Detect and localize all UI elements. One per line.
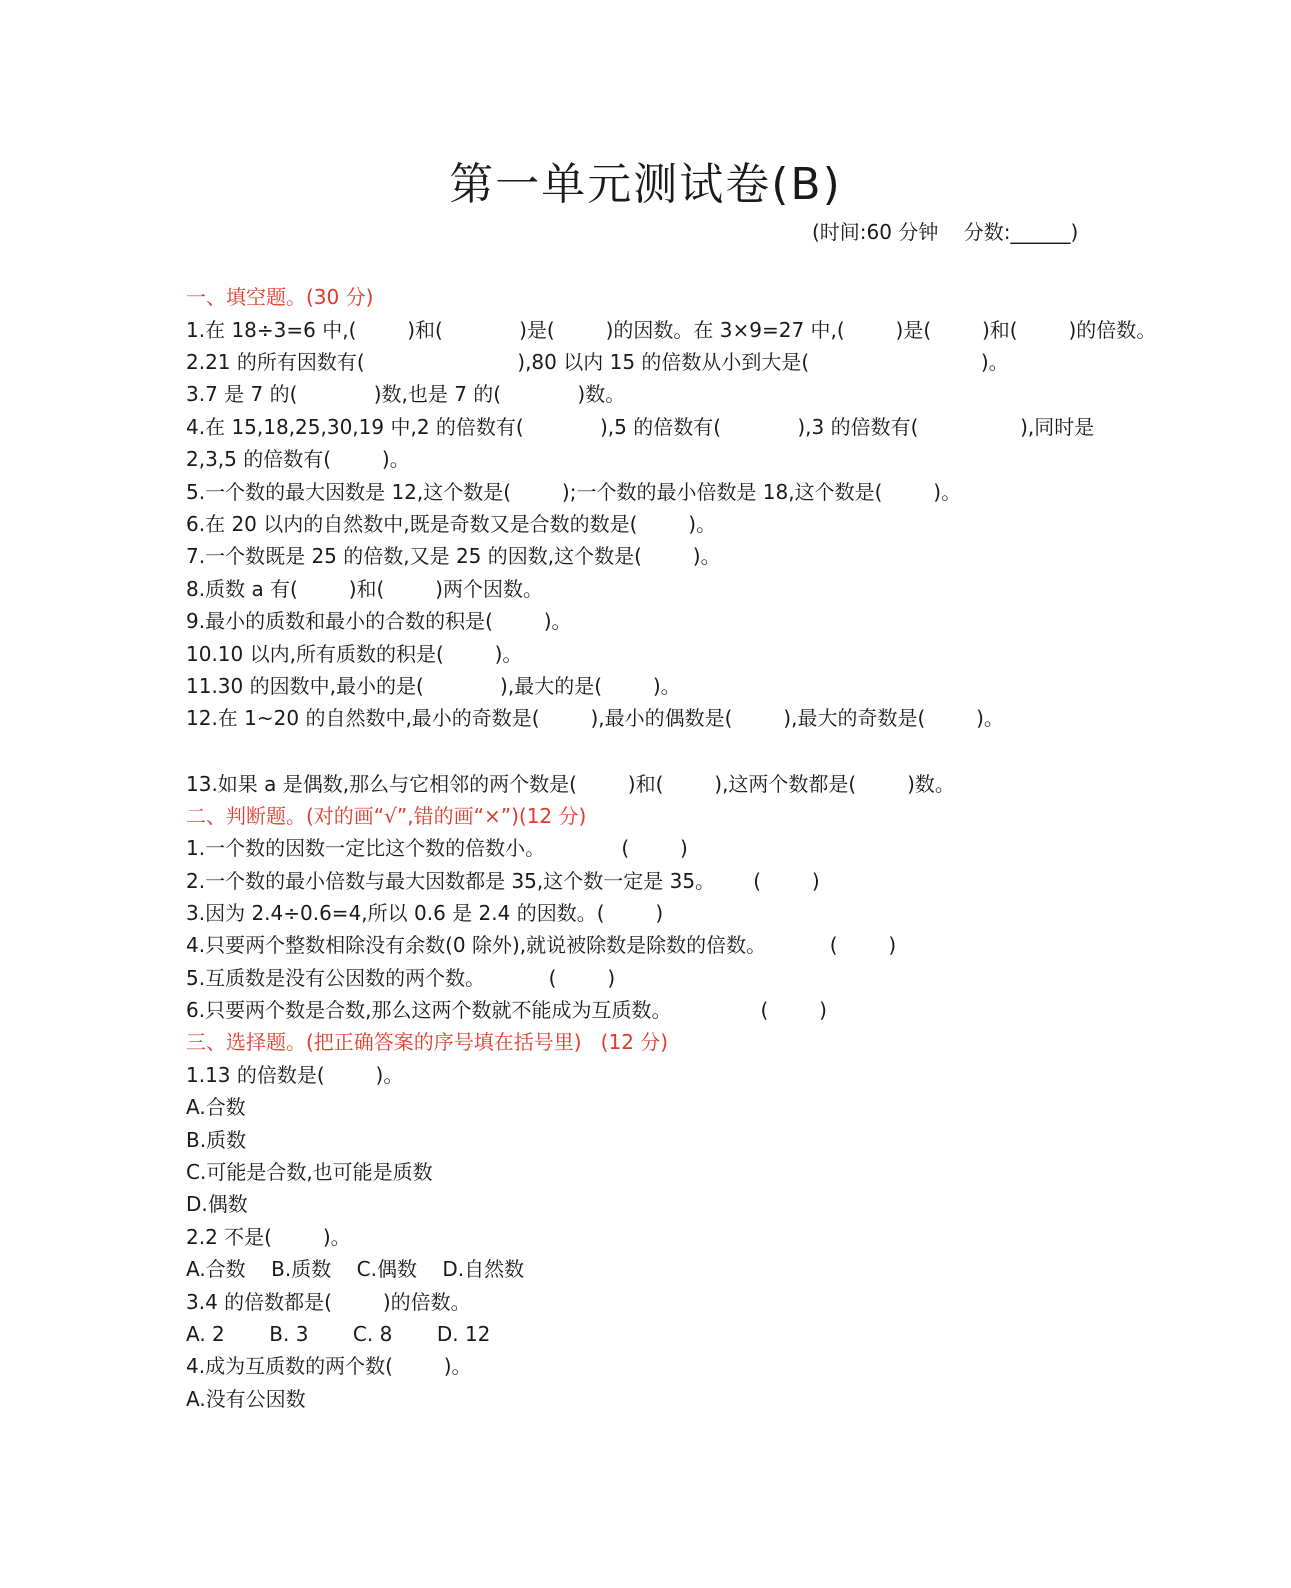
question-line: 1.在 18÷3=6 中,( )和( )是( )的因数。在 3×9=27 中,( )是( )和( )的倍数。 <box>186 318 1157 342</box>
question-line: 4.在 15,18,25,30,19 中,2 的倍数有( ),5 的倍数有( ),3 的倍数有( ),同时是 <box>186 415 1095 439</box>
question-line: 10.10 以内,所有质数的积是( )。 <box>186 642 523 666</box>
question-line: 3.因为 2.4÷0.6=4,所以 0.6 是 2.4 的因数。( ) <box>186 901 664 925</box>
question-line: 2,3,5 的倍数有( )。 <box>186 447 410 471</box>
question-line: A.合数 <box>186 1095 246 1119</box>
question-line: 12.在 1~20 的自然数中,最小的奇数是( ),最小的偶数是( ),最大的奇数是( )。 <box>186 706 1004 730</box>
question-line: 5.互质数是没有公因数的两个数。 ( ) <box>186 966 616 990</box>
question-line: 6.在 20 以内的自然数中,既是奇数又是合数的数是( )。 <box>186 512 717 536</box>
question-line: 8.质数 a 有( )和( )两个因数。 <box>186 577 543 601</box>
question-line: 6.只要两个数是合数,那么这两个数就不能成为互质数。 ( ) <box>186 998 827 1022</box>
question-line: D.偶数 <box>186 1192 248 1216</box>
question-line: 9.最小的质数和最小的合数的积是( )。 <box>186 609 572 633</box>
question-line: 2.一个数的最小倍数与最大因数都是 35,这个数一定是 35。 ( ) <box>186 869 820 893</box>
question-line: 3.7 是 7 的( )数,也是 7 的( )数。 <box>186 382 626 406</box>
question-line: B.质数 <box>186 1128 247 1152</box>
question-line: 5.一个数的最大因数是 12,这个数是( );一个数的最小倍数是 18,这个数是( )。 <box>186 480 962 504</box>
question-line: 4.成为互质数的两个数( )。 <box>186 1354 472 1378</box>
question-line: 2.21 的所有因数有( ),80 以内 15 的倍数从小到大是( )。 <box>186 350 1009 374</box>
question-line: A.合数 B.质数 C.偶数 D.自然数 <box>186 1257 525 1281</box>
question-line: A.没有公因数 <box>186 1387 306 1411</box>
section-heading: 一、填空题。(30 分) <box>186 285 374 309</box>
question-line: C.可能是合数,也可能是质数 <box>186 1160 433 1184</box>
question-line: 4.只要两个整数相除没有余数(0 除外),就说被除数是除数的倍数。 ( ) <box>186 933 897 957</box>
question-line: 7.一个数既是 25 的倍数,又是 25 的因数,这个数是( )。 <box>186 544 721 568</box>
question-line: 1.13 的倍数是( )。 <box>186 1063 404 1087</box>
section-heading: 二、判断题。(对的画“√”,错的画“×”)(12 分) <box>186 804 587 828</box>
question-line: 1.一个数的因数一定比这个数的倍数小。 ( ) <box>186 836 688 860</box>
question-line: 2.2 不是( )。 <box>186 1225 351 1249</box>
question-line: 11.30 的因数中,最小的是( ),最大的是( )。 <box>186 674 681 698</box>
question-line: 3.4 的倍数都是( )的倍数。 <box>186 1290 471 1314</box>
section-heading: 三、选择题。(把正确答案的序号填在括号里) (12 分) <box>186 1030 669 1054</box>
question-line: 13.如果 a 是偶数,那么与它相邻的两个数是( )和( ),这两个数都是( )数。 <box>186 772 955 796</box>
time-score-line: (时间:60 分钟 分数:______) <box>812 220 1079 244</box>
page-title: 第一单元测试卷(B) <box>449 159 842 210</box>
question-line: A. 2 B. 3 C. 8 D. 12 <box>186 1322 491 1346</box>
